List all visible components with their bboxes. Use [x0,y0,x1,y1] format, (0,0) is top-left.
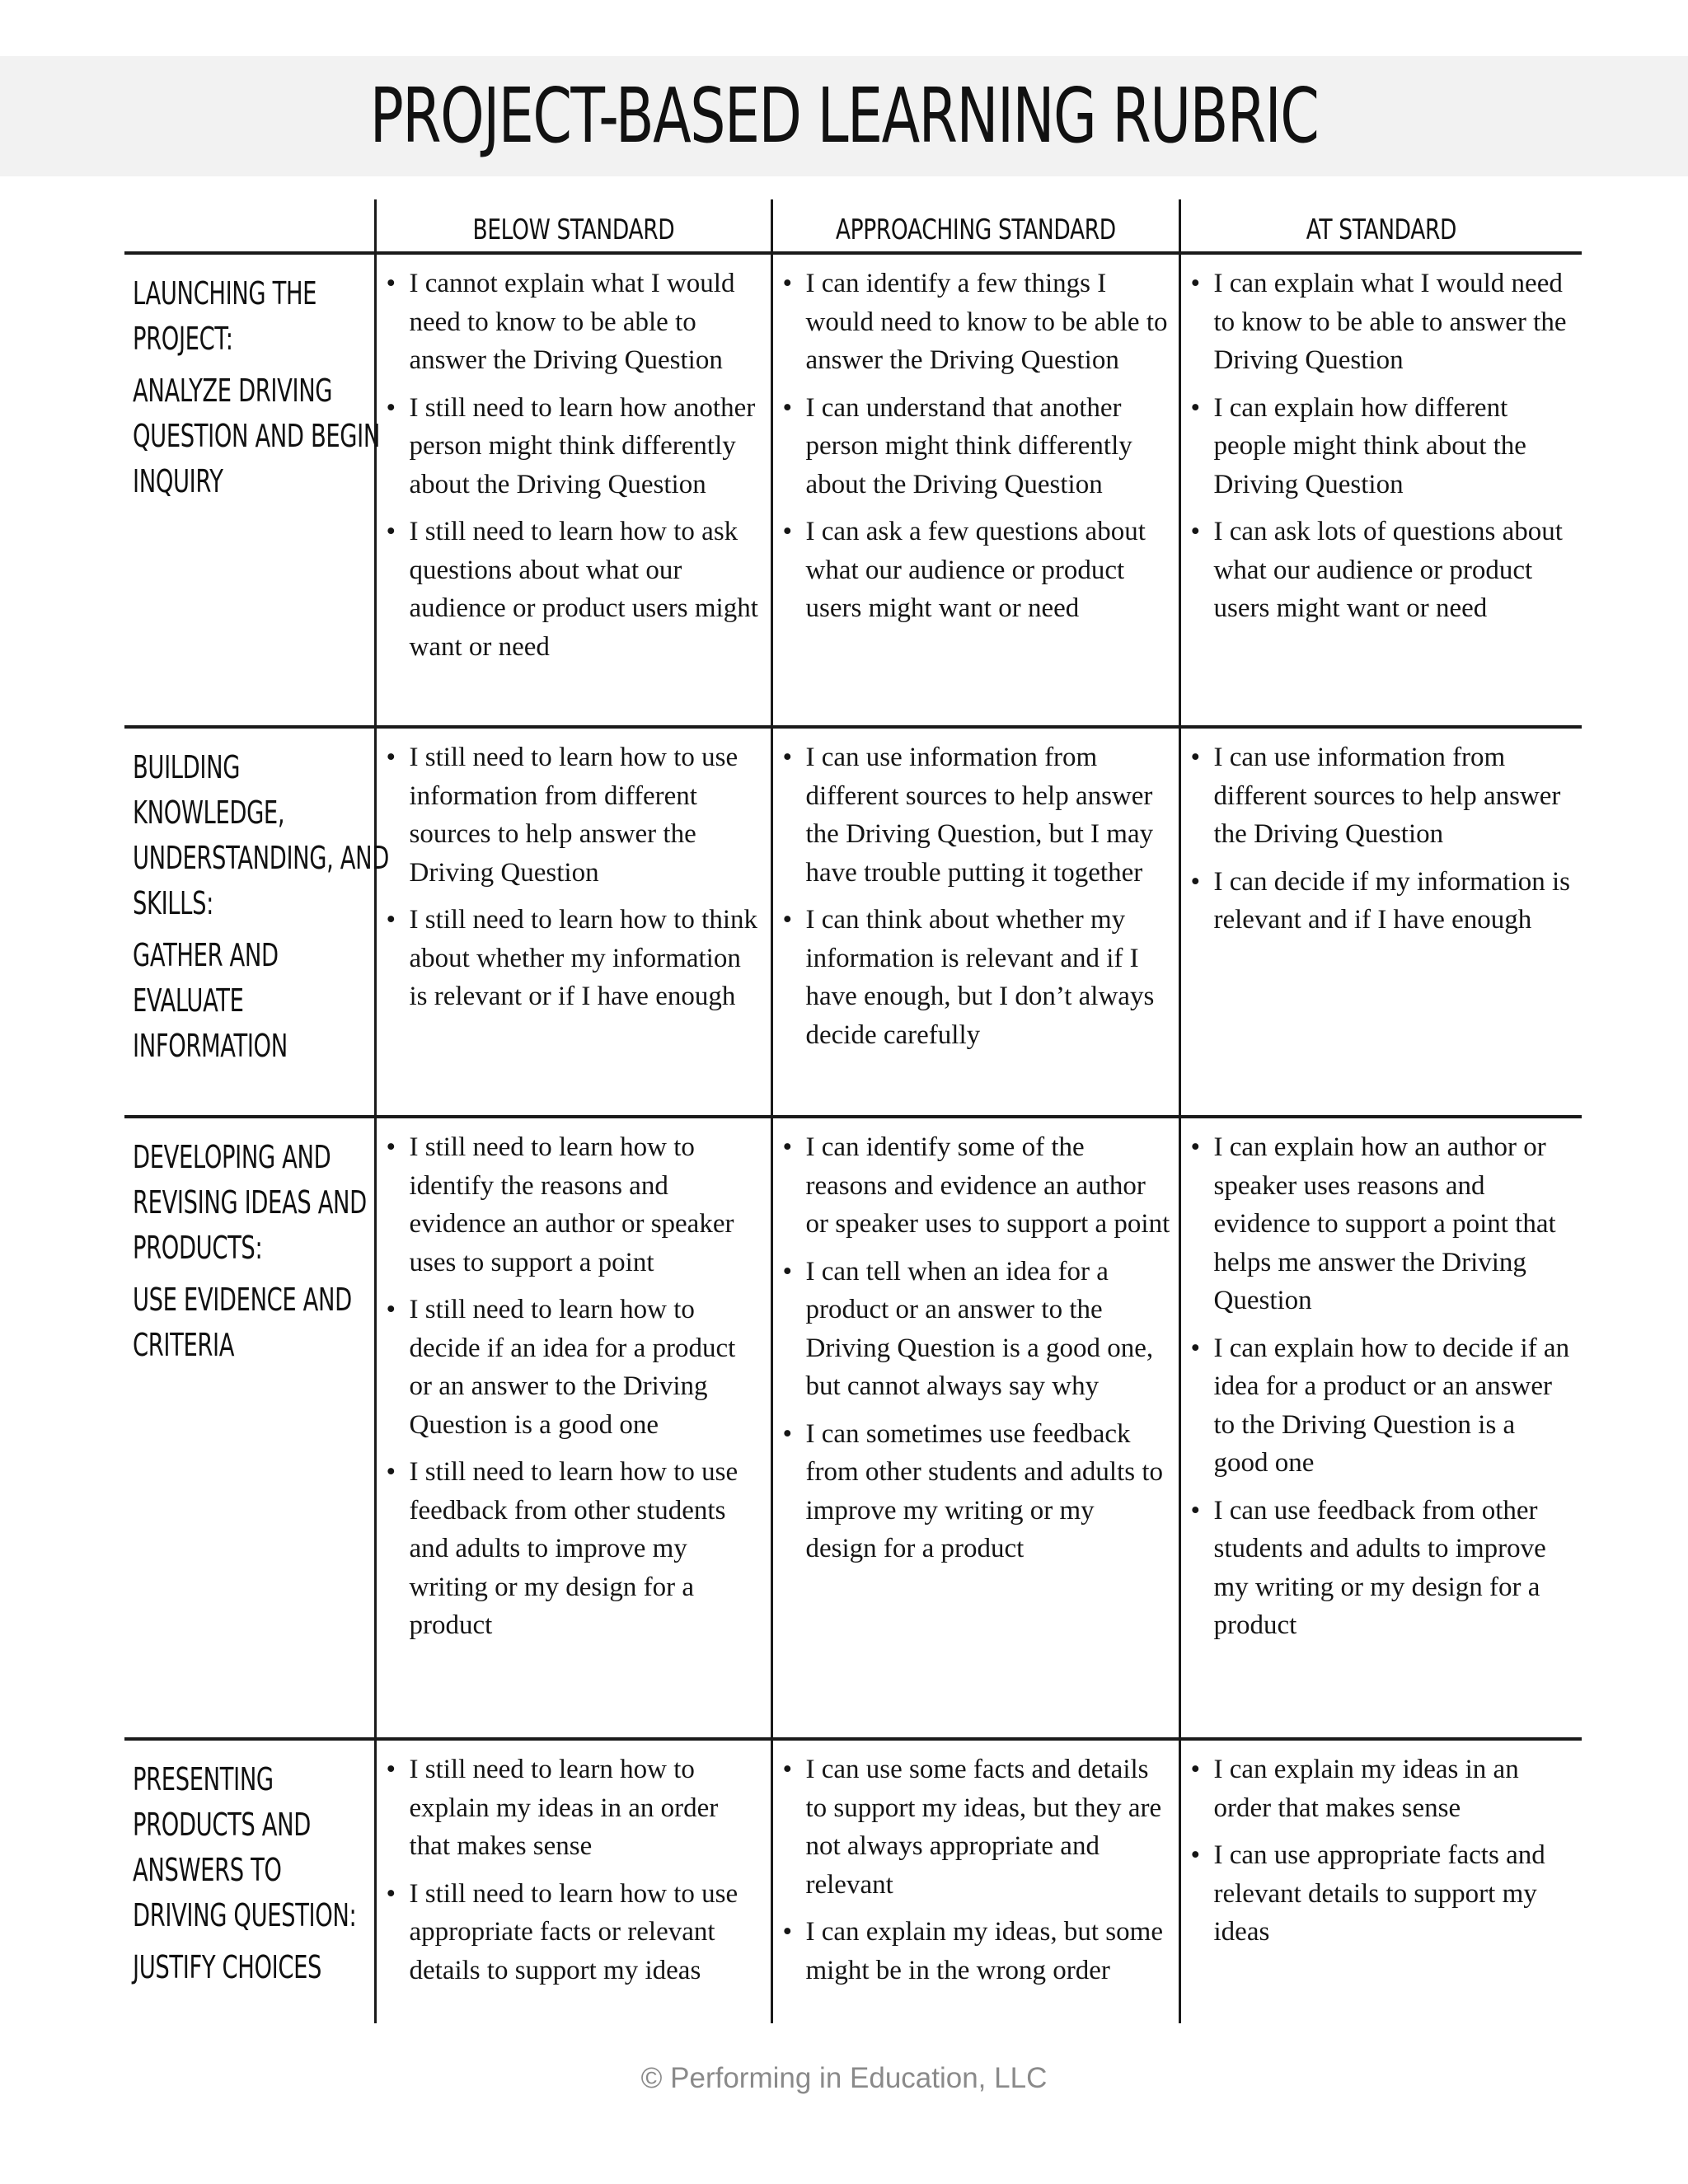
category-subtitle-line: EVALUATE [133,982,244,1019]
criterion-text: I can use appropriate facts and relevant details to support my ideas [1213,1840,1545,1947]
bullet-icon: • [782,392,793,423]
criterion-text: I can ask lots of questions about what our audience or product users might want or need [1213,517,1563,623]
criterion-item [780,738,1172,892]
at-standard-cell [1179,1117,1582,1739]
category-subtitle-line: CRITERIA [133,1327,235,1363]
bullet-icon: • [782,1418,793,1449]
bullet-icon: • [1190,1132,1201,1162]
bullet-icon: • [386,269,396,298]
criterion-item [780,1415,1172,1568]
at-standard-cell [1179,727,1582,1117]
criterion-item [383,1453,764,1645]
criterion-item [1188,1836,1576,1952]
approaching-standard-cell [771,1739,1179,2023]
criterion-item [1188,1128,1576,1320]
category-subtitle [133,1277,371,1368]
below-standard-criteria-list [383,738,764,1016]
bullet-icon: • [386,1755,396,1784]
page-title: PROJECT-BASED LEARNING RUBRIC [369,72,1319,160]
category-cell [124,253,380,727]
at-standard-cell [1179,1739,1582,2023]
criterion-item [780,1913,1172,1990]
criterion-item [780,901,1172,1054]
approaching-standard-cell [771,253,1179,727]
bullet-icon: • [1190,269,1201,298]
category-title-line: LAUNCHING THE [133,275,317,312]
criterion-text: I can use feedback from other students and adults to improve my writing or my design for a product [1213,1495,1546,1640]
bullet-icon: • [1190,1495,1201,1526]
criterion-text: I can explain how different people might think about the Driving Question [1213,392,1526,499]
rubric-row [124,727,1582,1117]
bullet-icon: • [1190,1333,1201,1363]
category-title-line: UNDERSTANDING, AND [133,840,389,876]
criterion-text: I can use information from different sources to help answer the Driving Question [1213,743,1561,849]
bullet-icon: • [1190,392,1201,423]
criterion-item [383,1875,764,1990]
copyright-footer: © Performing in Education, LLC [640,2062,1048,2094]
at-standard-criteria-list [1188,1128,1576,1645]
criterion-text: I can use some facts and details to support my ideas, but they are not always appropriate and relevant [805,1755,1162,1900]
bullet-icon: • [782,1256,793,1286]
criterion-text: I can decide if my information is relevant and if I have enough [1213,866,1571,935]
bullet-icon: • [1190,517,1201,546]
bullet-icon: • [386,905,396,935]
criterion-text: I still need to learn how another person might think differently about the Driving Question [409,392,756,499]
criterion-item [383,265,764,380]
category-subtitle-line: QUESTION AND BEGIN [133,418,380,454]
criterion-item [383,513,764,666]
at-standard-criteria-list [1188,1750,1576,1952]
category-title-line: PRESENTING [133,1761,274,1797]
criterion-text: I can use information from different sources to help answer the Driving Question, but I may have trouble putting it together [805,743,1154,888]
column-header-approaching-standard: APPROACHING STANDARD [771,199,1179,253]
below-standard-criteria-list [383,1128,764,1645]
category-title [133,1757,371,1938]
approaching-standard-cell [771,727,1179,1117]
criterion-text: I can explain how to decide if an idea for a product or an answer to the Driving Question is a good one [1213,1333,1570,1478]
rubric-row [124,253,1582,727]
approaching-standard-cell [771,1117,1179,1739]
category-subtitle-line: GATHER AND [133,937,279,973]
at-standard-criteria-list [1188,738,1576,940]
at-standard-cell [1179,253,1582,727]
category-subtitle-line: JUSTIFY CHOICES [133,1949,322,1985]
criterion-item [1188,1492,1576,1645]
criterion-item [1188,389,1576,504]
approaching-standard-criteria-list [780,1128,1172,1568]
category-title [133,271,371,362]
criterion-item [780,265,1172,380]
bullet-icon: • [386,1295,396,1324]
below-standard-cell [375,1117,771,1739]
category-subtitle-line: INFORMATION [133,1028,288,1064]
bullet-icon: • [386,743,396,772]
criterion-text: I can think about whether my information is relevant and if I have enough, but I don’t always decide carefully [805,905,1155,1050]
category-title-line: BUILDING [133,749,241,785]
criterion-text: I can explain my ideas, but some might be in the wrong order [805,1917,1163,1985]
category-title-line: DEVELOPING AND [133,1139,331,1175]
category-subtitle-line: INQUIRY [133,463,223,499]
criterion-text: I still need to learn how to use feedback from other students and adults to improve my writing or my design for a product [409,1457,738,1640]
criterion-text: I can tell when an idea for a product or an answer to the Driving Question is a good one, but cannot always say why [805,1256,1154,1401]
category-title-line: KNOWLEDGE, [133,794,285,831]
category-subtitle [133,933,371,1069]
criterion-text: I can explain my ideas in an order that makes sense [1213,1755,1519,1823]
category-title-line: REVISING IDEAS AND [133,1184,367,1221]
category-subtitle [133,1945,371,1990]
category-subtitle [133,368,380,504]
bullet-icon: • [782,269,793,298]
criterion-text: I can understand that another person might think differently about the Driving Question [805,392,1132,499]
bullet-icon: • [386,1132,396,1162]
criterion-text: I can identify some of the reasons and evidence an author or speaker uses to support a point [805,1132,1170,1239]
category-title-line: PRODUCTS AND [133,1807,311,1843]
category-title-line: ANSWERS TO [133,1852,282,1888]
rubric-table [124,199,1582,2023]
bullet-icon: • [1190,1840,1201,1870]
category-title-line: PRODUCTS: [133,1230,263,1266]
below-standard-cell [375,727,771,1117]
criterion-text: I can explain how an author or speaker uses reasons and evidence to support a point that helps me answer the Driving Question [1213,1132,1556,1315]
criterion-text: I can identify a few things I would need to know to be able to answer the Driving Question [805,269,1168,375]
below-standard-cell [375,253,771,727]
bullet-icon: • [782,517,793,546]
bullet-icon: • [782,743,793,772]
criterion-item [1188,265,1576,380]
criterion-item [780,513,1172,628]
bullet-icon: • [782,1132,793,1162]
approaching-standard-criteria-list [780,738,1172,1054]
criterion-text: I still need to learn how to use information from different sources to help answer the Driving Question [409,743,738,888]
rubric-row [124,1117,1582,1739]
criterion-item [383,738,764,892]
bullet-icon: • [782,905,793,935]
category-cell [124,1739,375,2023]
criterion-text: I cannot explain what I would need to know to be able to answer the Driving Question [409,269,735,375]
criterion-item [780,1750,1172,1904]
criterion-item [383,1750,764,1866]
criterion-text: I still need to learn how to think about whether my information is relevant or if I have enough [409,905,758,1011]
category-title [133,745,389,926]
approaching-standard-criteria-list [780,265,1172,628]
criterion-text: I still need to learn how to explain my ideas in an order that makes sense [409,1755,719,1861]
criterion-text: I still need to learn how to identify the reasons and evidence an author or speaker uses to support a point [409,1132,734,1277]
criterion-item [1188,513,1576,628]
category-cell [124,1117,375,1739]
criterion-item [383,1128,764,1282]
criterion-item [1188,1329,1576,1483]
bullet-icon: • [782,1755,793,1784]
category-subtitle-line: USE EVIDENCE AND [133,1282,352,1318]
at-standard-criteria-list [1188,265,1576,628]
criterion-item [383,389,764,504]
bullet-icon: • [386,1457,396,1487]
criterion-item [1188,738,1576,854]
criterion-text: I can ask a few questions about what our audience or product users might want or need [805,517,1146,623]
bullet-icon: • [386,517,396,546]
criterion-text: I still need to learn how to decide if an idea for a product or an answer to the Driving Question is a good one [409,1295,736,1440]
bullet-icon: • [1190,866,1201,897]
category-title-line: DRIVING QUESTION: [133,1897,357,1933]
below-standard-cell [375,1739,771,2023]
category-title-line: PROJECT: [133,321,233,357]
bullet-icon: • [386,1878,396,1909]
criterion-text: I can explain what I would need to know to be able to answer the Driving Question [1213,269,1567,375]
criterion-item [1188,863,1576,940]
below-standard-criteria-list [383,265,764,666]
criterion-item [780,1128,1172,1244]
rubric-header-row [124,199,1582,253]
criterion-item [383,1291,764,1444]
approaching-standard-criteria-list [780,1750,1172,1990]
column-header-at-standard: AT STANDARD [1179,199,1582,253]
criterion-text: I still need to learn how to ask questions about what our audience or product users might want or need [409,517,758,662]
bullet-icon: • [782,1917,793,1947]
criterion-item [1188,1750,1576,1827]
category-cell [124,727,389,1117]
criterion-item [383,901,764,1016]
criterion-item [780,1253,1172,1406]
below-standard-criteria-list [383,1750,764,1990]
bullet-icon: • [1190,1755,1201,1784]
criterion-text: I still need to learn how to use appropriate facts or relevant details to support my ideas [409,1878,738,1985]
bullet-icon: • [1190,743,1201,772]
corner-header [124,199,375,253]
category-title-line: SKILLS: [133,885,213,921]
bullet-icon: • [386,392,396,423]
criterion-item [780,389,1172,504]
rubric-row [124,1739,1582,2023]
category-title [133,1135,371,1271]
column-header-below-standard: BELOW STANDARD [375,199,771,253]
category-subtitle-line: ANALYZE DRIVING [133,373,333,409]
criterion-text: I can sometimes use feedback from other students and adults to improve my writing or my design for a product [805,1418,1164,1563]
